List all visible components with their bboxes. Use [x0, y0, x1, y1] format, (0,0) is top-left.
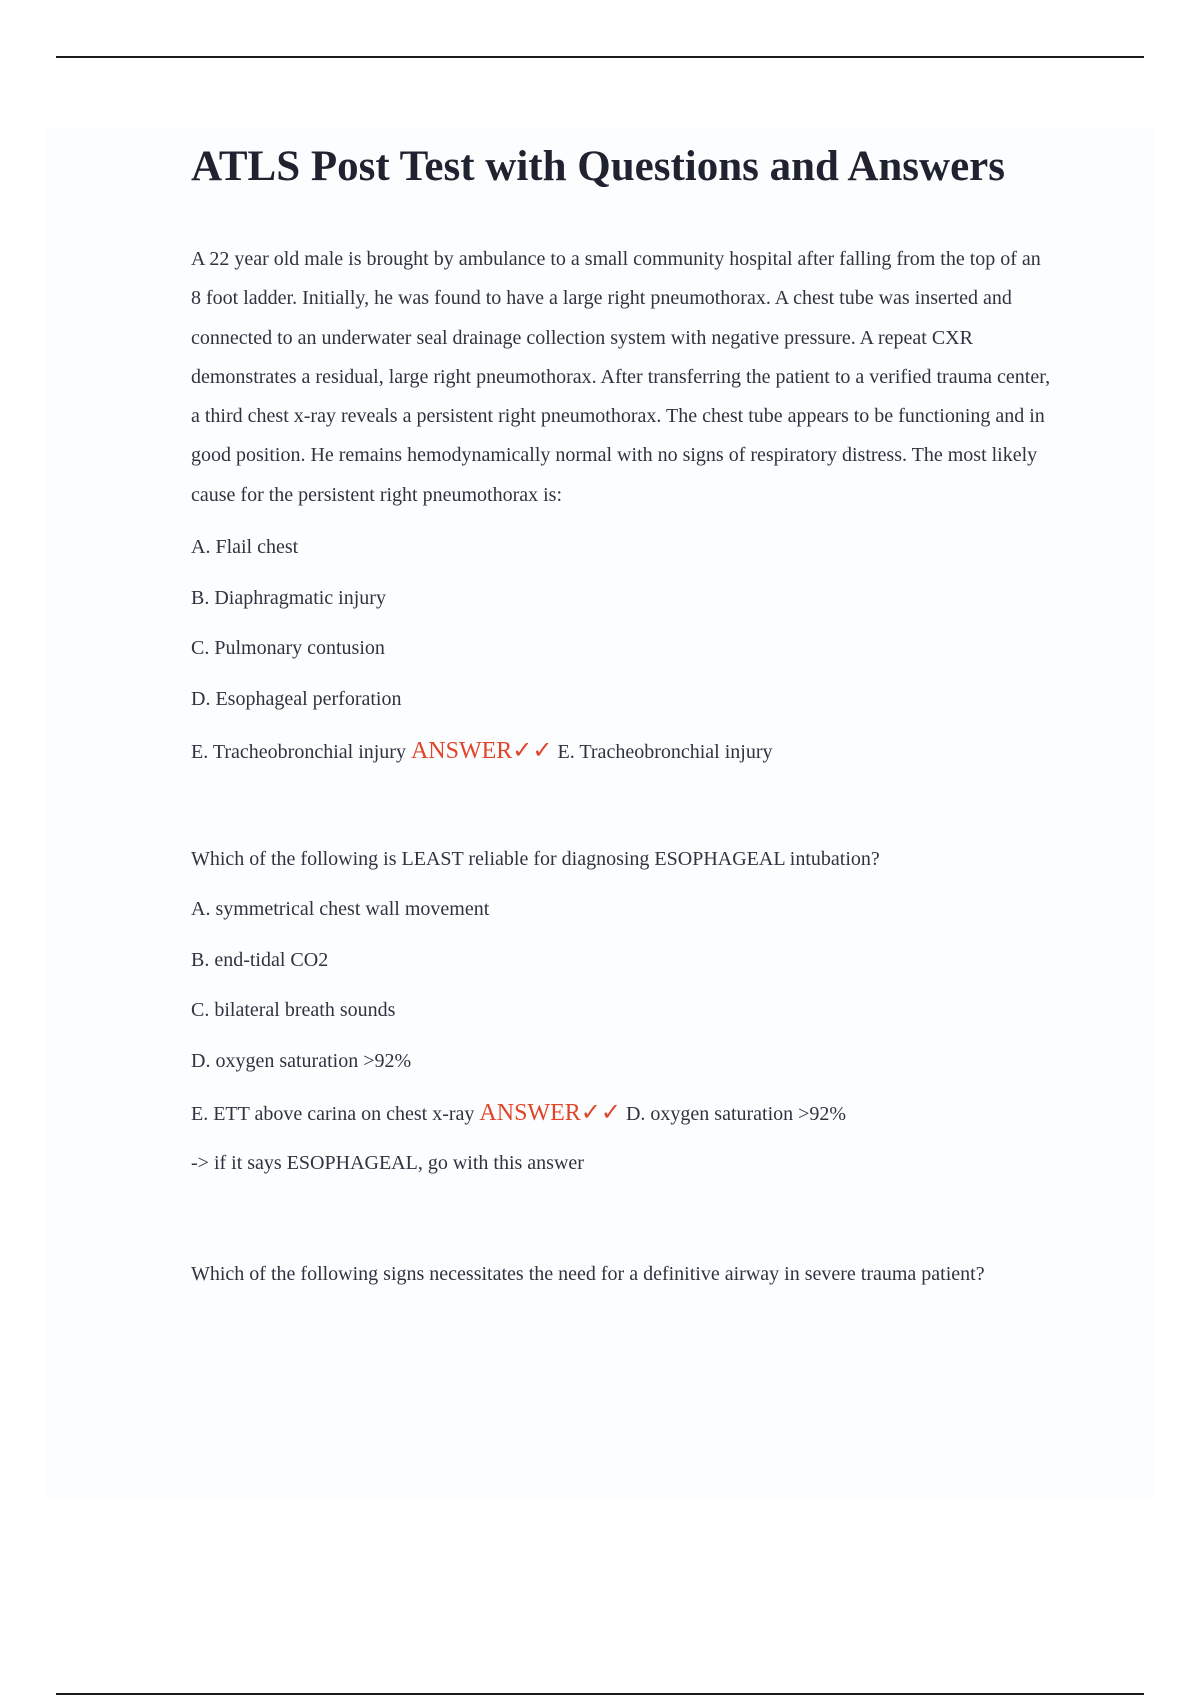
document-content	[191, 140, 1051, 1295]
answer-option: B. Diaphragmatic injury	[191, 586, 386, 609]
answer-option: C. Pulmonary contusion	[191, 637, 385, 660]
document-title: ATLS Post Test with Questions and Answers	[191, 143, 1005, 190]
answer-option: A. Flail chest	[191, 536, 299, 559]
answer-note: -> if it says ESOPHAGEAL, go with this answer	[191, 1152, 584, 1175]
answer-option: E. Tracheobronchial injury	[191, 741, 406, 764]
answer-option: E. ETT above carina on chest x-ray	[191, 1103, 475, 1126]
question-stem: A 22 year old male is brought by ambulance to a small community hospital after falling from the top of an 8 foot ladder. Initially, he was found to have a large right pneumothorax. A chest tube was inserted and connected to an underwater seal drainage collection system with negative pressure. A repeat CXR demonstrates a residual, large right pneumothorax. After transferring the patient to a verified trauma center, a third chest x-ray reveals a persistent right pneumothorax. The chest tube appears to be functioning and in good position. He remains hemodynamically normal with no signs of respiratory distress. The most likely cause for the persistent right pneumothorax is:	[191, 248, 1051, 506]
answer-line	[191, 731, 1051, 772]
answer-marker: ANSWER✓✓	[410, 738, 553, 765]
question-stem: Which of the following signs necessitates the need for a definitive airway in severe trauma patient?	[191, 1263, 985, 1286]
answer-line	[191, 1093, 1051, 1134]
answer-option: D. Esophageal perforation	[191, 687, 402, 710]
answer-marker: ANSWER✓✓	[479, 1100, 621, 1127]
answer-option: B. end-tidal CO2	[191, 948, 329, 971]
question-stem: Which of the following is LEAST reliable for diagnosing ESOPHAGEAL intubation?	[191, 848, 880, 871]
correct-answer: E. Tracheobronchial injury	[557, 741, 773, 764]
answer-option: D. oxygen saturation >92%	[191, 1049, 412, 1072]
question-1	[191, 240, 1051, 772]
footer-rule	[56, 1693, 1144, 1695]
question-2	[191, 840, 1051, 1183]
correct-answer: D. oxygen saturation >92%	[625, 1103, 847, 1126]
answer-option: C. bilateral breath sounds	[191, 999, 396, 1022]
answer-option: A. symmetrical chest wall movement	[191, 898, 490, 921]
header-rule	[56, 56, 1144, 58]
question-3	[191, 1255, 1051, 1294]
